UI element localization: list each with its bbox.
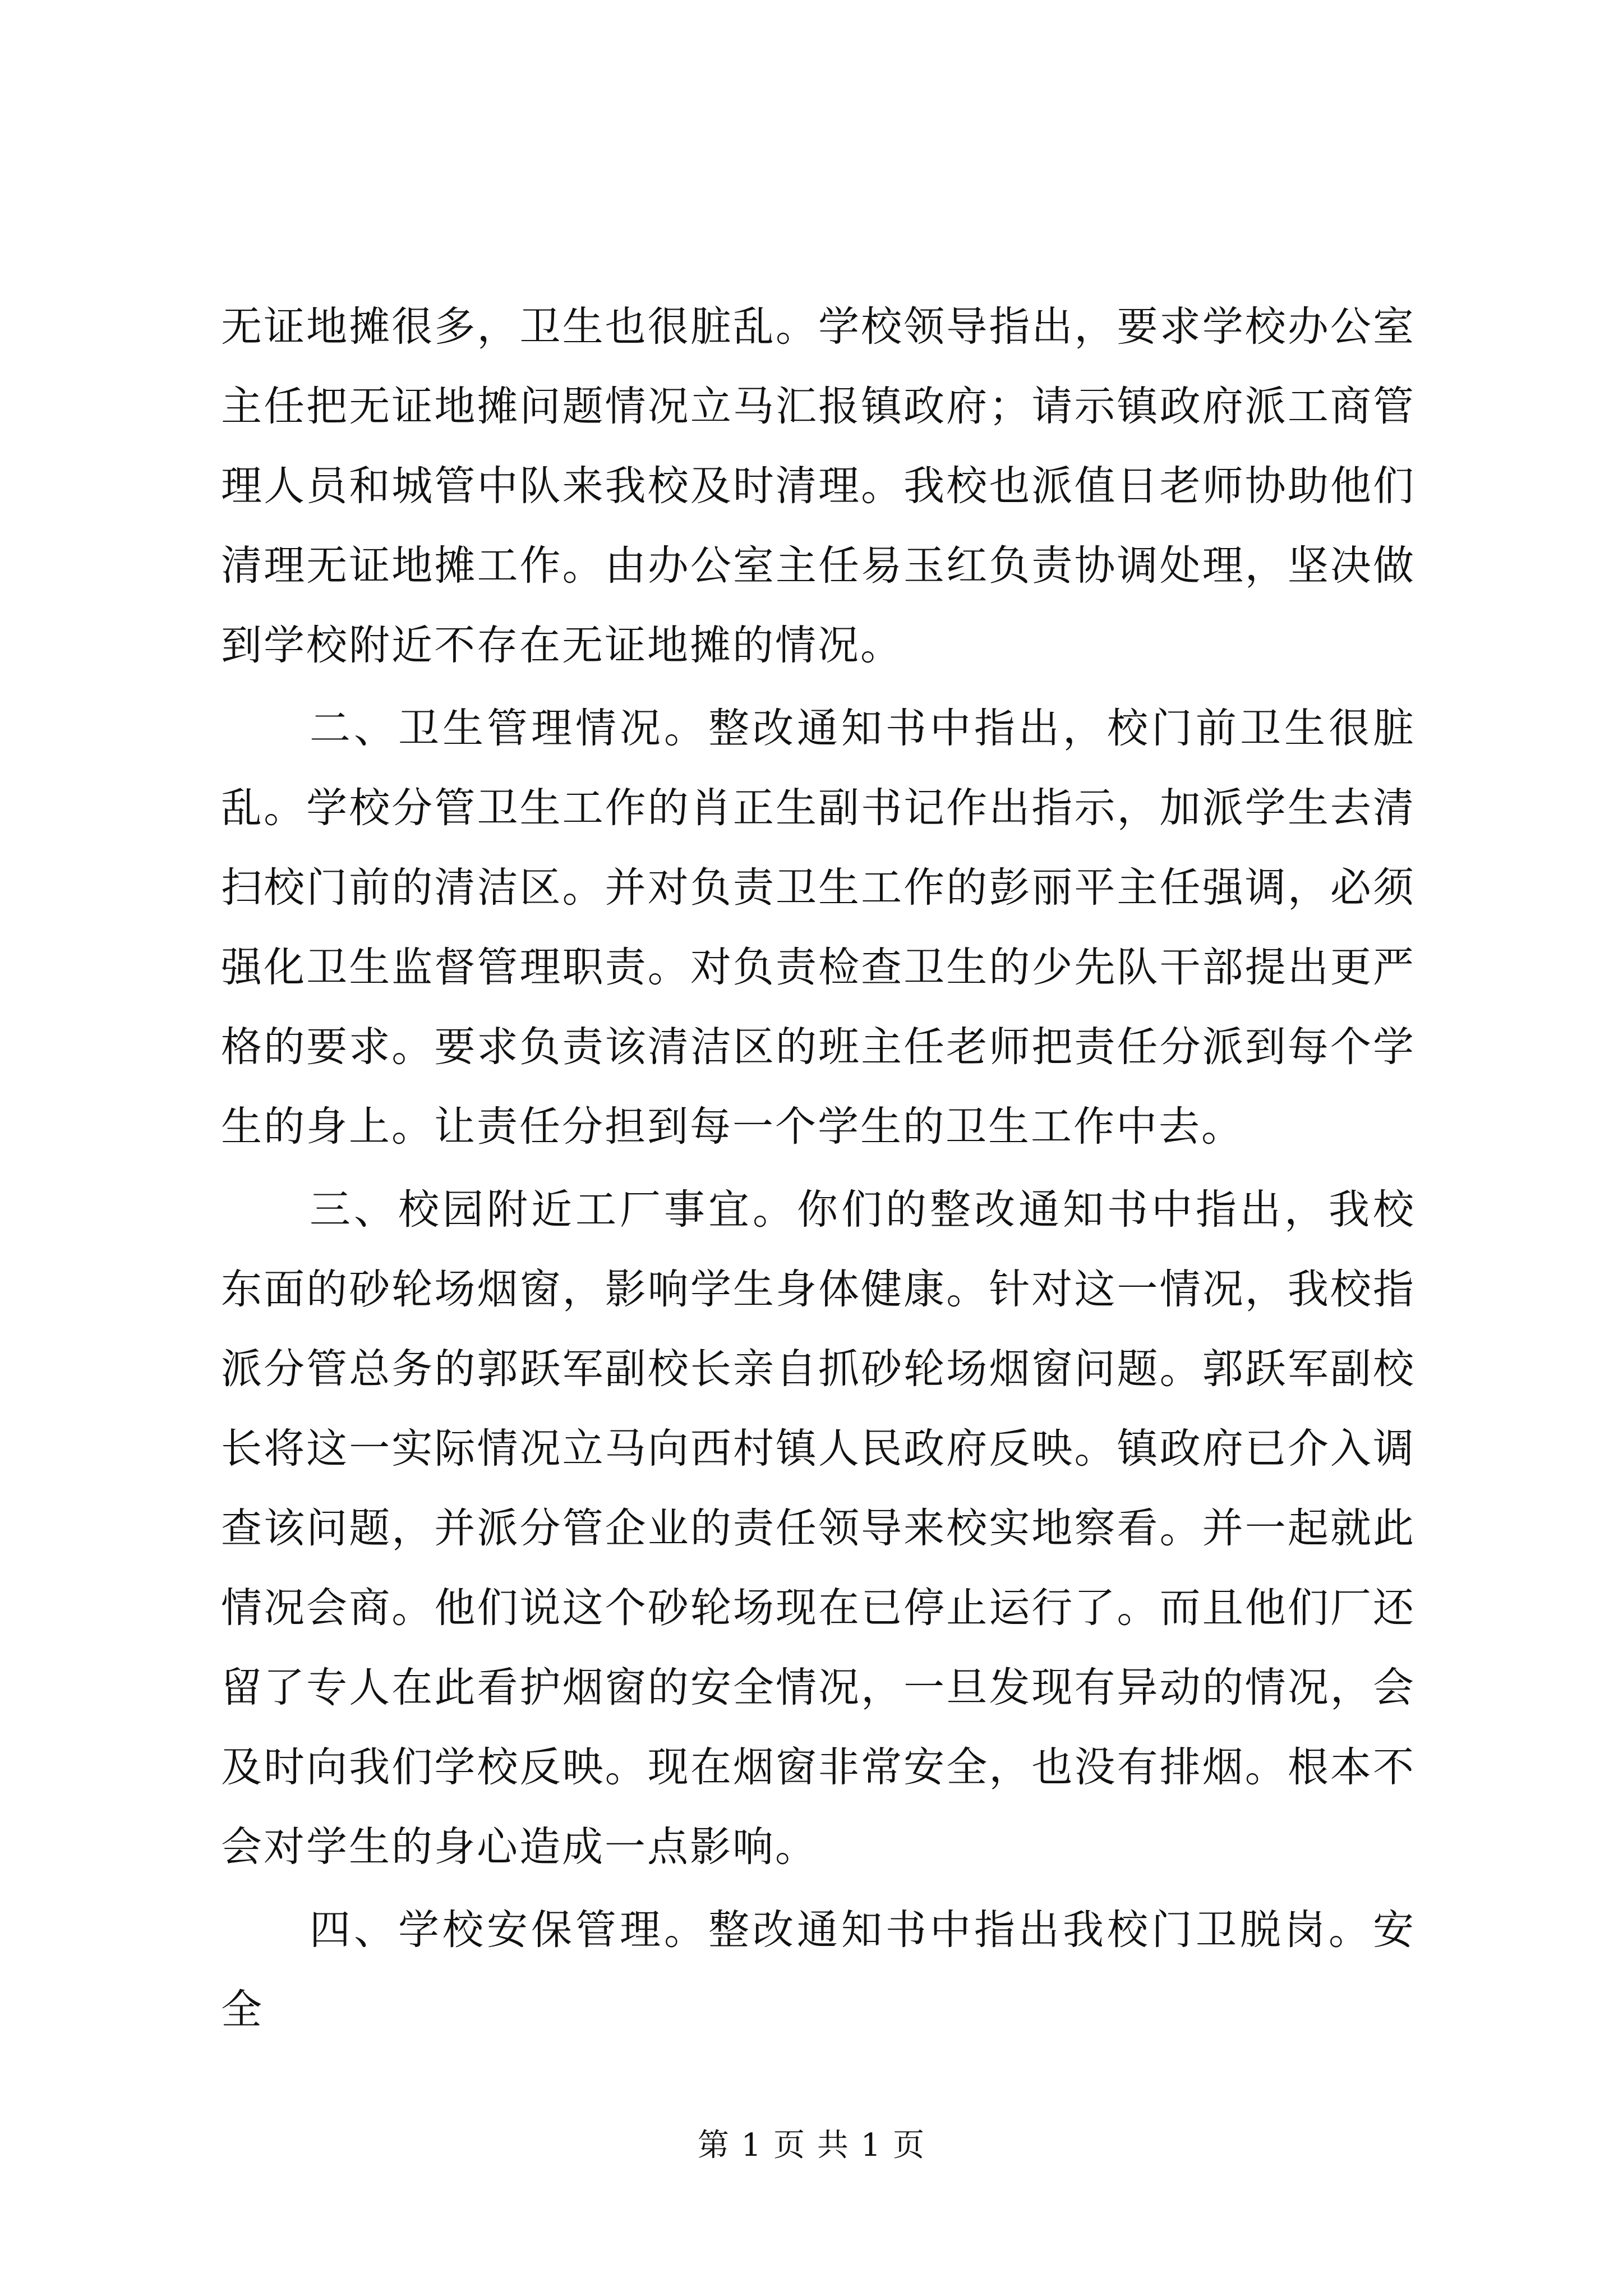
page-footer: 第 1 页 共 1 页 <box>697 2127 926 2164</box>
paragraph-4: 四、学校安保管理。整改通知书中指出我校门卫脱岗。安全 <box>221 1906 1415 2033</box>
paragraph-3: 三、校园附近工厂事宜。你们的整改通知书中指出，我校东面的砂轮场烟窗，影响学生身体健康。针对这一情况，我校指派分管总务的郭跃军副校长亲自抓砂轮场烟窗问题。郭跃军副校长将这一实际情况立马向西村镇人民政府反映。镇政府已介入调查该问题，并派分管企业的责任领导来校实地察看。并一起就此情况会商。他们说这个砂轮场现在已停止运行了。而且他们厂还留了专人在此看护烟窗的安全情况，一旦发现有异动的情况，会及时向我们学校反映。现在烟窗非常安全，也没有排烟。根本不会对学生的身心造成一点影响。 <box>221 1186 1415 1871</box>
paragraph-2: 二、卫生管理情况。整改通知书中指出，校门前卫生很脏乱。学校分管卫生工作的肖正生副书记作出指示，加派学生去清扫校门前的清洁区。并对负责卫生工作的彭丽平主任强调，必须强化卫生监督管理职责。对负责检查卫生的少先队干部提出更严格的要求。要求负责该清洁区的班主任老师把责任分派到每个学生的身上。让责任分担到每一个学生的卫生工作中去。 <box>221 705 1415 1151</box>
paragraph-1: 无证地摊很多，卫生也很脏乱。学校领导指出，要求学校办公室主任把无证地摊问题情况立马汇报镇政府；请示镇政府派工商管理人员和城管中队来我校及时清理。我校也派值日老师协助他们清理无证地摊工作。由办公室主任易玉红负责协调处理，坚决做到学校附近不存在无证地摊的情况。 <box>221 303 1415 669</box>
document-body <box>221 287 1415 2050</box>
